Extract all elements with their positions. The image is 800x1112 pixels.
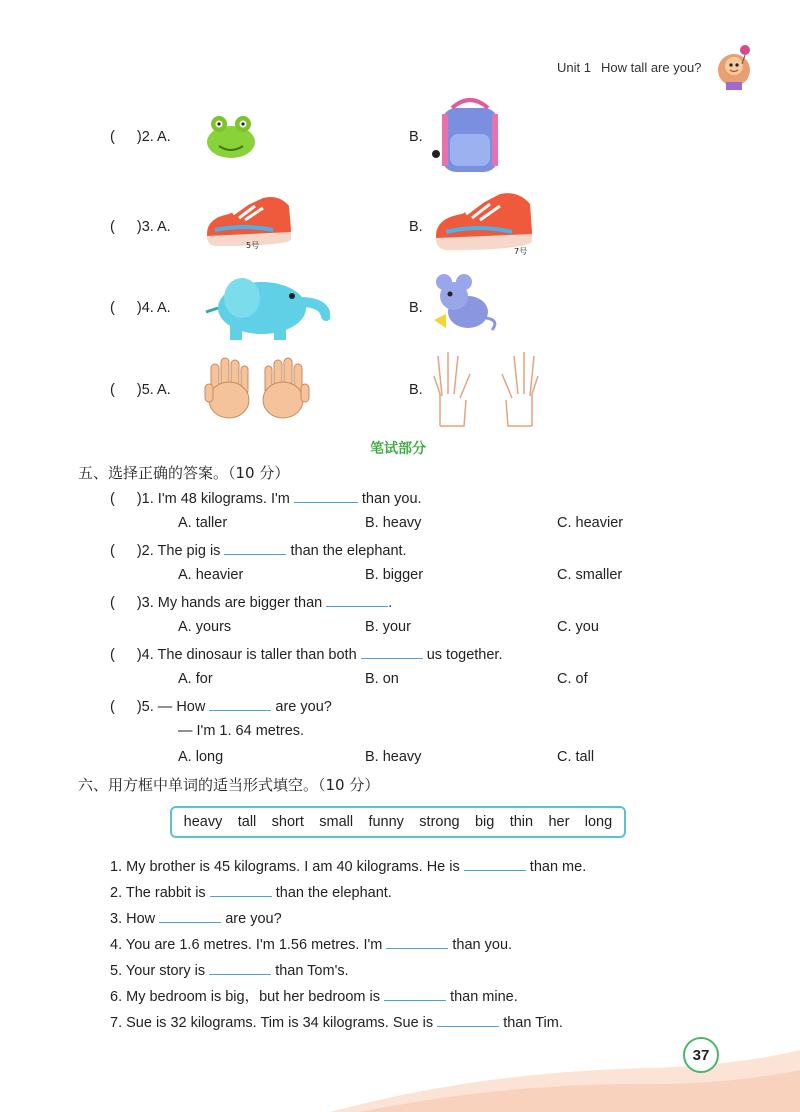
- answer-blank[interactable]: [464, 856, 526, 871]
- word-item: her: [548, 814, 570, 830]
- backpack-icon: [432, 94, 508, 176]
- s5-q5-option-a: A. long: [178, 749, 224, 765]
- s5-q1-option-c: C. heavier: [557, 515, 624, 531]
- small-shoe-size: 5号: [246, 241, 260, 250]
- s5-q4-option-c: C. of: [557, 671, 588, 687]
- large-hands-icon: [430, 350, 542, 428]
- elephant-icon: [200, 272, 330, 342]
- s6-sentence-7: 7. Sue is 32 kilograms. Tim is 34 kilograms. Sue is than Tim.: [110, 1012, 563, 1032]
- word-item: short: [271, 814, 304, 830]
- s5-q5-option-b: B. heavy: [365, 749, 422, 765]
- section5-heading: 五、选择正确的答案。（10 分）: [78, 464, 290, 482]
- answer-blank[interactable]: [326, 592, 388, 607]
- picture-item-4: ( )4. A.: [110, 300, 171, 316]
- s5-question-1: ( )1. I'm 48 kilograms. I'm than you.: [110, 488, 422, 508]
- picture-item-5-b: B.: [409, 382, 423, 398]
- word-item: heavy: [183, 814, 223, 830]
- answer-blank[interactable]: [384, 986, 446, 1001]
- answer-blank[interactable]: [209, 960, 271, 975]
- s5-question-2: ( )2. The pig is than the elephant.: [110, 540, 407, 560]
- s5-q4-option-a: A. for: [178, 671, 213, 687]
- answer-blank[interactable]: [224, 540, 286, 555]
- word-item: long: [584, 814, 613, 830]
- s5-question-3: ( )3. My hands are bigger than .: [110, 592, 392, 612]
- page-bottom-wave: [0, 1040, 800, 1112]
- page-header: [557, 60, 701, 75]
- s6-sentence-6: 6. My bedroom is big，but her bedroom is than mine.: [110, 986, 518, 1006]
- unit-title: How tall are you?: [600, 60, 702, 75]
- picture-item-2: ( )2. A.: [110, 129, 171, 145]
- s5-q4-option-b: B. on: [365, 671, 399, 687]
- s6-sentence-2: 2. The rabbit is than the elephant.: [110, 882, 392, 902]
- s5-q3-option-b: B. your: [365, 619, 411, 635]
- written-section-title: 笔试部分: [370, 441, 426, 457]
- mascot-icon: [712, 40, 756, 92]
- answer-blank[interactable]: [294, 488, 358, 503]
- word-item: thin: [509, 814, 534, 830]
- s5-q1-option-b: B. heavy: [365, 515, 422, 531]
- small-hands-icon: [203, 354, 313, 420]
- mouse-icon: [430, 272, 502, 336]
- s6-sentence-4: 4. You are 1.6 metres. I'm 1.56 metres. I'm than you.: [110, 934, 512, 954]
- frog-bag-icon: [203, 112, 259, 160]
- word-item: strong: [419, 814, 460, 830]
- s5-q3-option-a: A. yours: [178, 619, 232, 635]
- word-item: small: [319, 814, 354, 830]
- s6-sentence-1: 1. My brother is 45 kilograms. I am 40 kilograms. He is than me.: [110, 856, 586, 876]
- s5-q5-option-c: C. tall: [557, 749, 595, 765]
- word-item: tall: [237, 814, 257, 830]
- picture-item-2-b: B.: [409, 129, 423, 145]
- answer-blank[interactable]: [159, 908, 221, 923]
- word-item: big: [474, 814, 495, 830]
- page-number: 37: [683, 1037, 719, 1073]
- large-shoe-size: 7号: [514, 247, 528, 256]
- word-item: funny: [368, 814, 404, 830]
- picture-item-5: ( )5. A.: [110, 382, 171, 398]
- answer-blank[interactable]: [210, 882, 272, 897]
- s5-q1-option-a: A. taller: [178, 515, 228, 531]
- unit-label: Unit 1: [557, 60, 591, 75]
- s5-q2-option-a: A. heavier: [178, 567, 244, 583]
- answer-blank[interactable]: [386, 934, 448, 949]
- s6-sentence-3: 3. How are you?: [110, 908, 282, 928]
- answer-blank[interactable]: [361, 644, 423, 659]
- s5-q3-option-c: C. you: [557, 619, 599, 635]
- s5-question-5: ( )5. — How are you?: [110, 696, 332, 716]
- s5-question-4: ( )4. The dinosaur is taller than both us together.: [110, 644, 502, 664]
- word-box: [170, 806, 626, 838]
- picture-item-3-b: B.: [409, 219, 423, 235]
- section6-heading: 六、用方框中单词的适当形式填空。（10 分）: [78, 776, 380, 794]
- answer-blank[interactable]: [437, 1012, 499, 1027]
- picture-item-3: ( )3. A.: [110, 219, 171, 235]
- answer-blank[interactable]: [209, 696, 271, 711]
- s6-sentence-5: 5. Your story is than Tom's.: [110, 960, 349, 980]
- s5-q2-option-c: C. smaller: [557, 567, 623, 583]
- picture-item-4-b: B.: [409, 300, 423, 316]
- s5-q5-line2: — I'm 1. 64 metres.: [178, 723, 305, 739]
- s5-q2-option-b: B. bigger: [365, 567, 424, 583]
